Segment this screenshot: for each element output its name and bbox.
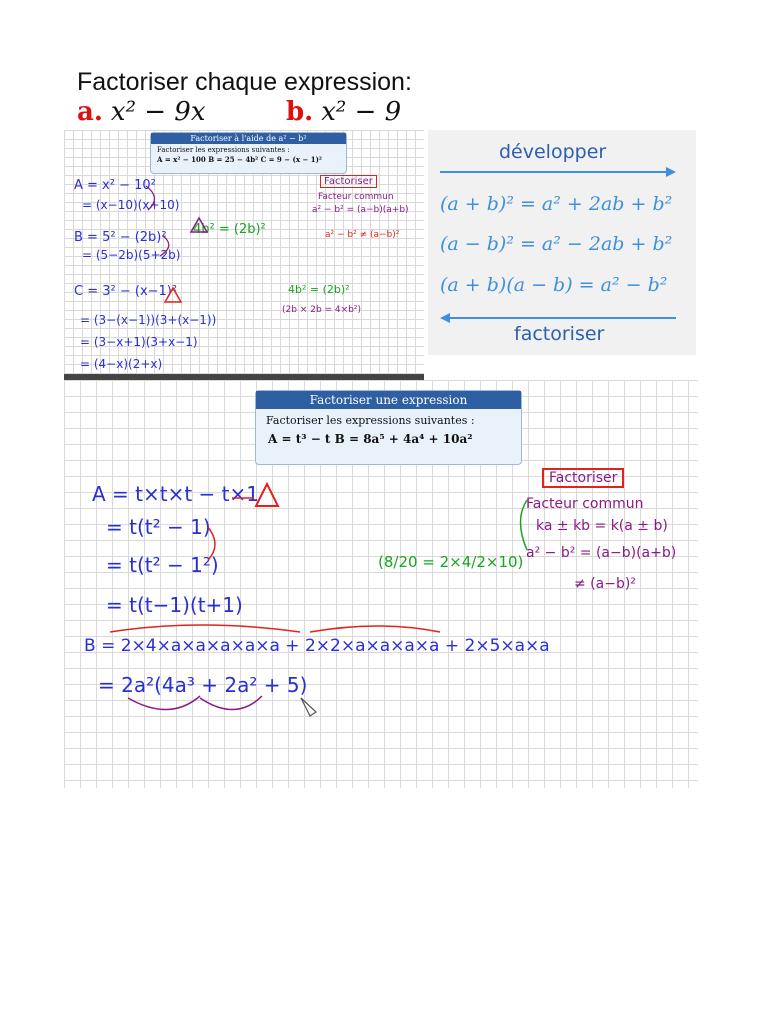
factoriser-label: factoriser (514, 323, 605, 345)
v1-warning-icon-2 (165, 288, 181, 302)
v1-wrong: a² − b² ≠ (a−b)² (325, 230, 400, 240)
factor-arrow-head (440, 313, 450, 323)
v1-facteur: Facteur commun (318, 192, 394, 202)
v2-wrong: ≠ (a−b)² (574, 576, 636, 592)
v1-box: Factoriser (320, 175, 377, 188)
exercise-b-label: b. (286, 97, 314, 127)
v2-a1: A = t×t×t − t×1 (92, 482, 259, 506)
identity-1: (a + b)² = a² + 2ab + b² (440, 193, 673, 215)
developper-label: développer (499, 141, 607, 163)
v1-c-line3: = (3−x+1)(3+x−1) (80, 335, 198, 349)
v2-b1: B = 2×4×a×a×a×a×a + 2×2×a×a×a×a + 2×5×a×a (84, 636, 550, 656)
v2-ka: ka ± kb = k(a ± b) (536, 518, 668, 534)
v1-a-line1: A = x² − 10² (74, 178, 156, 193)
v1-curve-arrow-a (146, 186, 155, 210)
v1-a-line2: = (x−10)(x+10) (82, 198, 180, 212)
video2-exprs: A = t³ − t B = 8a⁵ + 4a⁴ + 10a² (268, 432, 473, 446)
v1-c-line4: = (4−x)(2+x) (80, 357, 163, 371)
page-title: Factoriser chaque expression: (77, 68, 412, 96)
v2-identity: a² − b² = (a−b)(a+b) (526, 545, 677, 561)
v2-facteur: Facteur commun (526, 496, 644, 512)
v1-identity: a² − b² = (a−b)(a+b) (312, 205, 409, 215)
video2-header: Factoriser une expression (256, 391, 521, 409)
v1-side1: 4b² = (2b)² (288, 283, 350, 296)
v2-loop-arrows (128, 696, 262, 710)
v1-warn-eq: 4b² = (2b)² (193, 222, 266, 237)
v1-b-line1: B = 5² − (2b)² (74, 230, 167, 245)
v2-warning-icon (256, 484, 278, 506)
video1-subtitle: Factoriser les expressions suivantes : (157, 146, 290, 154)
v1-side2: (2b × 2b = 4×b²) (282, 305, 362, 315)
exercise-a-label: a. (77, 97, 103, 127)
v2-underline-b (110, 625, 440, 632)
identity-2: (a − b)² = a² − 2ab + b² (440, 233, 673, 255)
develop-arrow-head (666, 167, 676, 177)
pen-cursor-icon (301, 698, 316, 716)
v2-box: Factoriser (542, 468, 624, 488)
v1-warning-icon (191, 218, 207, 232)
v1-b-line2: = (5−2b)(5+2b) (82, 248, 181, 262)
v2-a4: = t(t−1)(t+1) (106, 593, 243, 617)
v2-frac: (8/20 = 2×4/2×10) (378, 553, 524, 571)
video2-subtitle: Factoriser les expressions suivantes : (266, 414, 475, 427)
exercise-a-expr: x² − 9x (110, 97, 206, 127)
identity-3: (a + b)(a − b) = a² − b² (440, 274, 668, 296)
video1-exprs: A = x² − 100 B = 25 − 4b² C = 9 − (x − 1)² (157, 155, 322, 164)
video1-header: Factoriser à l'aide de a² − b² (151, 133, 346, 144)
v2-b2: = 2a²(4a³ + 2a² + 5) (98, 673, 308, 697)
v1-c-line2: = (3−(x−1))(3+(x−1)) (80, 313, 217, 327)
v2-a3: = t(t² − 1²) (106, 553, 219, 577)
exercise-b-expr: x² − 9 (321, 97, 402, 127)
v2-curve-arrow (208, 527, 215, 560)
v1-curve-arrow-b (160, 236, 169, 256)
v2-bracket (521, 500, 528, 550)
v2-a2: = t(t² − 1) (106, 515, 211, 539)
v1-c-line1: C = 3² − (x−1)² (74, 284, 178, 299)
